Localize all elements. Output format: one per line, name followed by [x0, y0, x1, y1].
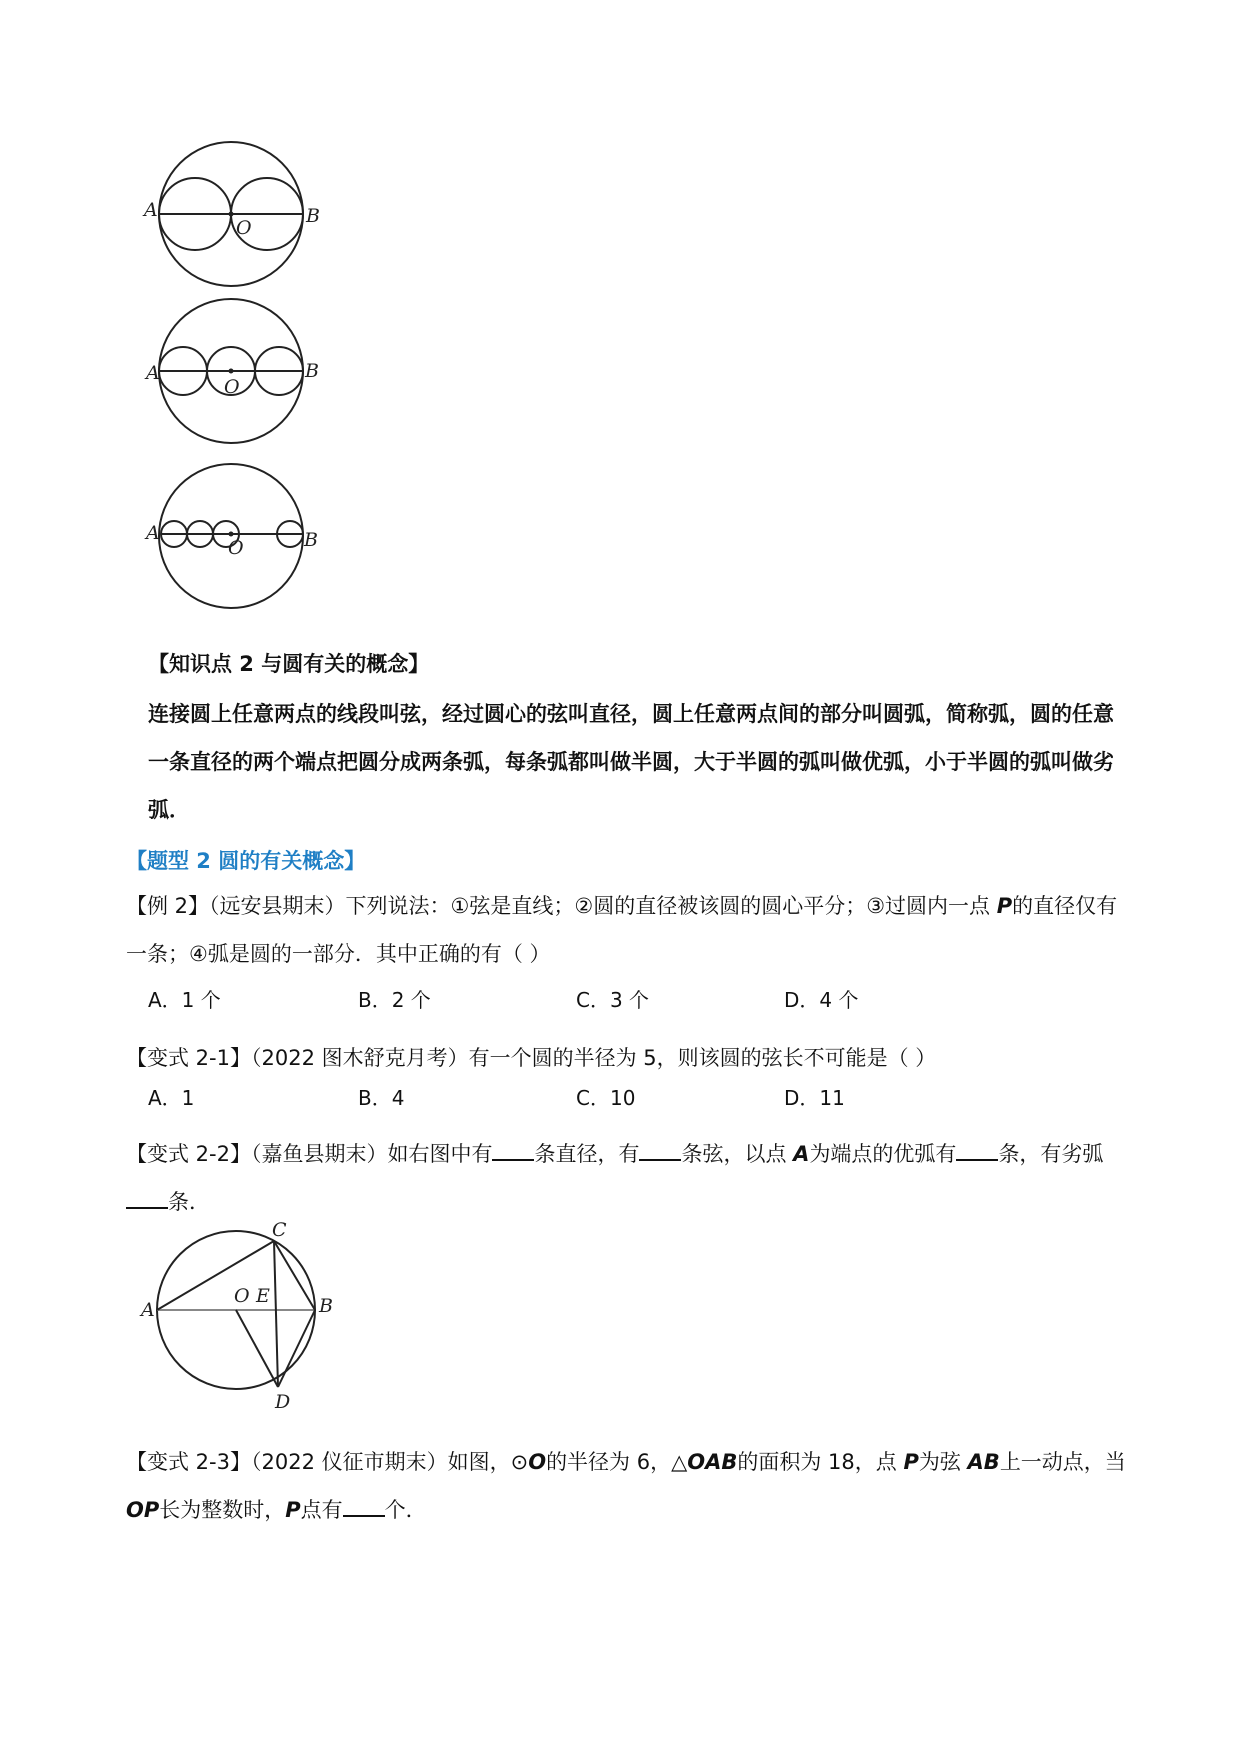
option-a: A．1: [148, 1086, 195, 1110]
variant-2-3: [126, 1438, 1126, 1534]
variant-2-3-text: 为弦: [918, 1450, 968, 1474]
variant-2-2-label: 【变式 2-2】: [126, 1142, 251, 1166]
answer-blank[interactable]: [343, 1497, 385, 1517]
figure-small-circles: [146, 460, 350, 624]
variant-2-3-text: （2022 仪征市期末）如图，⊙: [250, 1450, 529, 1474]
var-op: OP: [126, 1498, 160, 1522]
answer-blank[interactable]: [639, 1141, 681, 1161]
example-2-options: [148, 984, 948, 1014]
variant-2-1-text: （2022 图木舒克月考）有一个圆的半径为 5，则该圆的弦长不可能是（ ）: [250, 1046, 937, 1070]
fig2-label-a: A: [146, 362, 160, 384]
example-2: [126, 882, 1126, 978]
answer-blank[interactable]: [492, 1141, 534, 1161]
fig4-label-o: O: [234, 1285, 250, 1307]
variant-2-1: [126, 1034, 1126, 1082]
figure-two-circles: [144, 140, 350, 304]
fig2-label-b: B: [305, 360, 319, 382]
option-b: B．2 个: [358, 988, 431, 1012]
answer-blank[interactable]: [956, 1141, 998, 1161]
var-oab: OAB: [687, 1450, 738, 1474]
topic-title: 【题型 2 圆的有关概念】: [126, 849, 366, 873]
variant-2-1-options: [148, 1082, 948, 1112]
option-a: A．1 个: [148, 988, 221, 1012]
var-o: O: [528, 1450, 547, 1474]
fig3-label-b: B: [304, 529, 318, 551]
variant-2-2-text: 为端点的优弧有: [809, 1142, 957, 1166]
fig4-label-a: A: [141, 1299, 155, 1321]
var-ab: AB: [967, 1450, 1000, 1474]
variant-2-2-text: 条，有劣弧: [998, 1142, 1104, 1166]
variant-2-3-label: 【变式 2-3】: [126, 1450, 251, 1474]
variant-2-3-text: 个．: [384, 1498, 427, 1522]
fig4-label-e: E: [256, 1285, 270, 1307]
variant-2-3-text: 的半径为 6，△: [546, 1450, 688, 1474]
variant-2-2-text: 条．: [168, 1190, 210, 1214]
variant-2-3-text: 点有: [300, 1498, 343, 1522]
fig2-label-o: O: [224, 376, 240, 398]
option-d: D．11: [784, 1086, 845, 1110]
figure-circle-chords: [141, 1219, 348, 1413]
var-a: A: [793, 1142, 810, 1166]
variant-2-3-text: 上一动点，当: [999, 1450, 1126, 1474]
example-2-text-b: 的直径仅有一条；④弧是圆的一部分．其中正确的有（ ）: [126, 894, 1118, 966]
knowledge-point-title: 【知识点 2 与圆有关的概念】: [148, 652, 430, 676]
example-2-label: 【例 2】: [126, 894, 210, 918]
option-c: C．10: [576, 1086, 636, 1110]
fig4-label-d: D: [275, 1391, 291, 1413]
fig4-label-c: C: [272, 1219, 287, 1241]
var-p: P: [996, 894, 1013, 918]
fig1-label-b: B: [306, 205, 320, 227]
example-2-text-a: （远安县期末）下列说法：①弦是直线；②圆的直径被该圆的圆心平分；③过圆内一点: [209, 894, 997, 918]
var-p: P: [903, 1450, 919, 1474]
option-c: C．3 个: [576, 988, 650, 1012]
option-b: B．4: [358, 1086, 405, 1110]
knowledge-point-body: 连接圆上任意两点的线段叫弦，经过圆心的弦叫直径，圆上任意两点间的部分叫圆弧，简称弧，圆的任意一条直径的两个端点把圆分成两条弧，每条弧都叫做半圆，大于半圆的弧叫做优弧，小于半圆的弧叫做劣弧．: [148, 702, 1114, 822]
fig3-label-a: A: [146, 522, 160, 544]
fig1-label-o: O: [236, 217, 252, 239]
fig3-label-o: O: [228, 537, 244, 559]
variant-2-2-text: （嘉鱼县期末）如右图中有: [250, 1142, 493, 1166]
option-d: D．4 个: [784, 988, 859, 1012]
answer-blank[interactable]: [126, 1189, 168, 1209]
var-p: P: [285, 1498, 301, 1522]
variant-2-3-text: 的面积为 18，点: [737, 1450, 904, 1474]
figure-three-circles: [146, 297, 350, 461]
fig4-label-b: B: [319, 1295, 333, 1317]
variant-2-3-text: 长为整数时，: [159, 1498, 286, 1522]
variant-2-2-text: 条弦，以点: [681, 1142, 794, 1166]
variant-2-2: [126, 1130, 1126, 1226]
fig1-label-a: A: [144, 199, 158, 221]
variant-2-1-label: 【变式 2-1】: [126, 1046, 251, 1070]
variant-2-2-text: 条直径，有: [534, 1142, 640, 1166]
